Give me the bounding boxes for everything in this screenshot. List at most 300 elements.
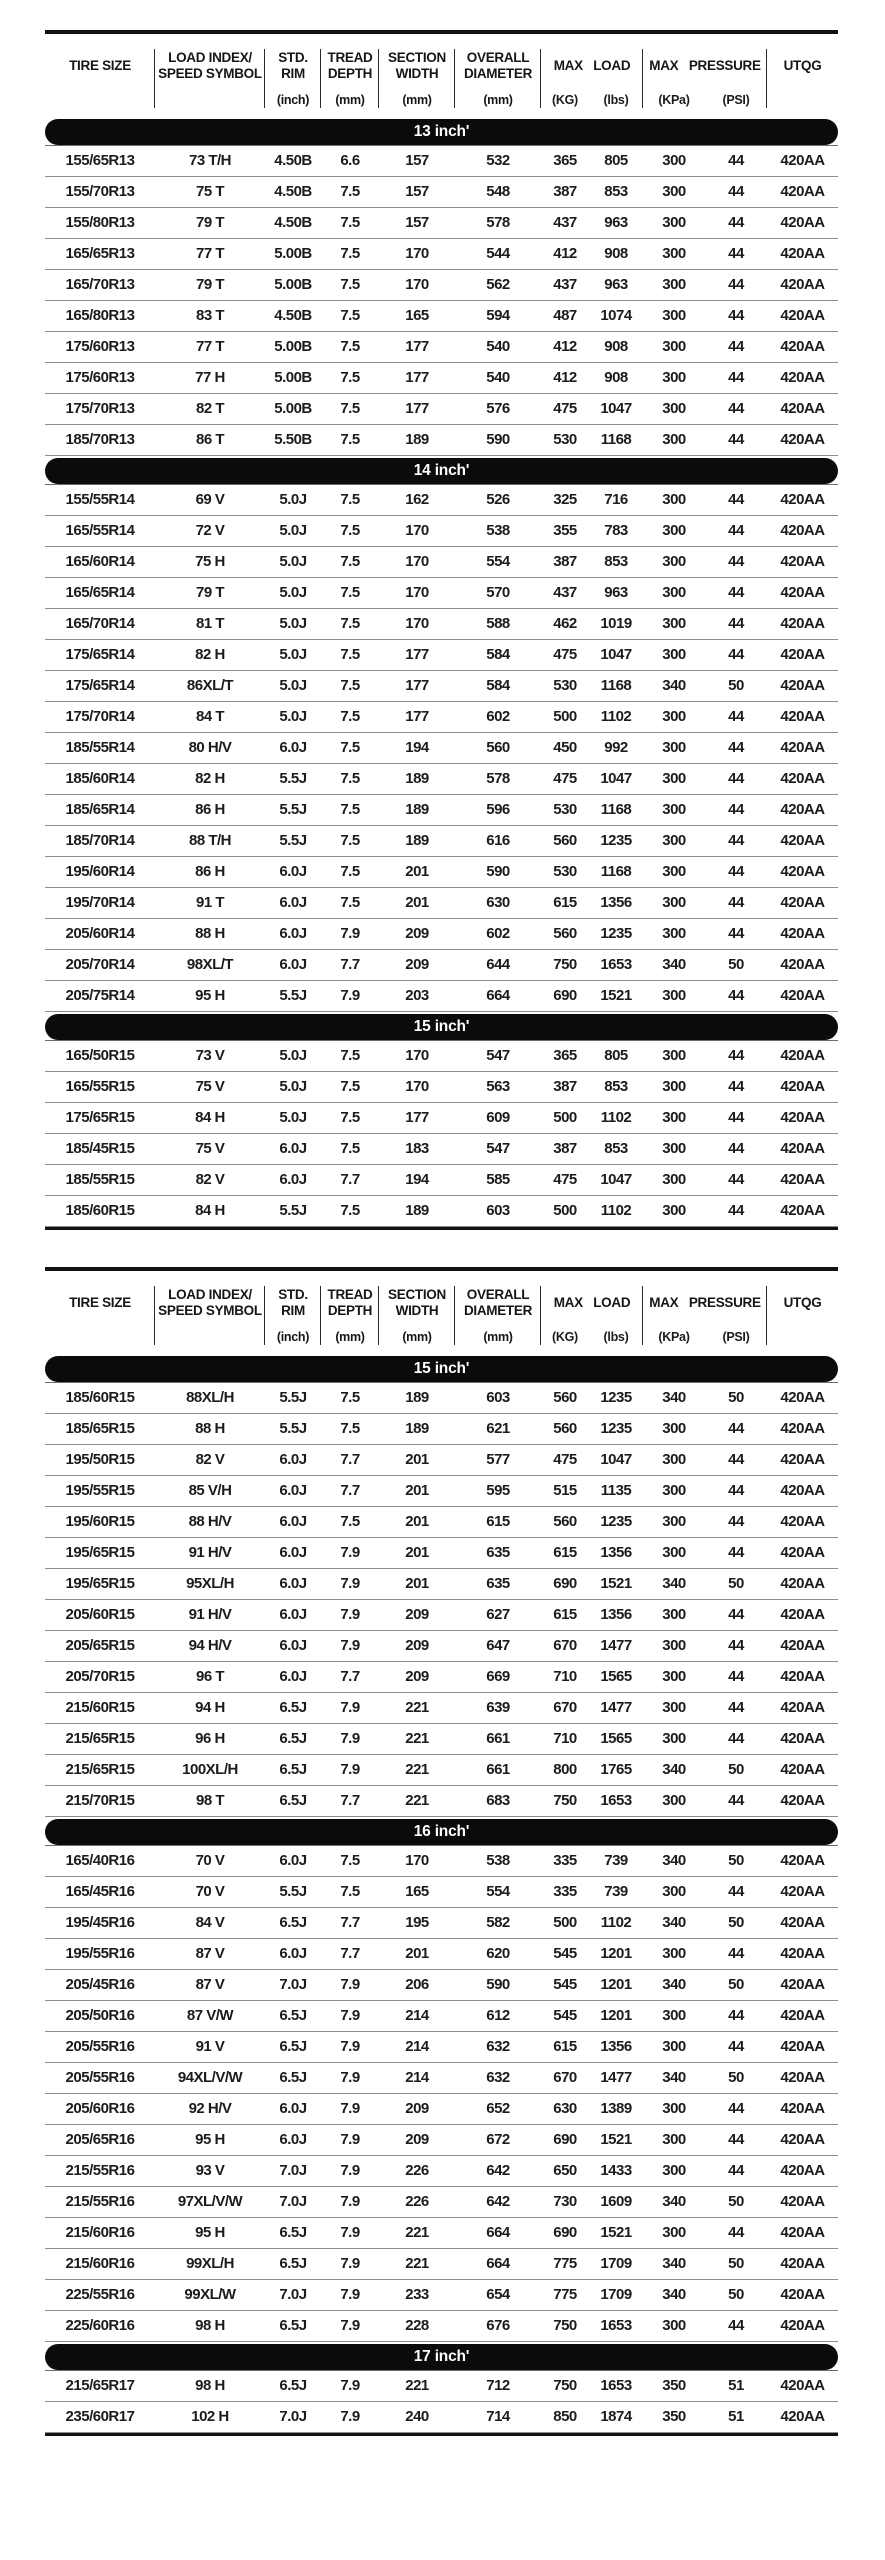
max-pressure-psi-cell: 44 [728, 276, 744, 293]
table-row [45, 2402, 838, 2433]
load-index-cell: 86XL/T [186, 677, 234, 694]
header-tire-size: TIRE SIZE [45, 1278, 155, 1351]
max-load-kg-cell: 560 [553, 1420, 577, 1437]
header-load-index: LOAD INDEX/ SPEED SYMBOL [155, 41, 265, 114]
tread-depth-cell: 7.5 [340, 832, 360, 849]
load-index-cell: 79 T [195, 276, 224, 293]
table-row [45, 1041, 838, 1072]
max-pressure-psi-cell: 44 [728, 1668, 744, 1685]
max-load-lbs-cell: 1235 [600, 832, 632, 849]
max-load-kg-cell: 475 [553, 1451, 577, 1468]
load-index-cell: 86 T [195, 431, 224, 448]
tread-depth-cell: 7.9 [340, 2224, 360, 2241]
load-index-cell: 94 H [195, 1699, 225, 1716]
std-rim-cell: 5.0J [279, 646, 307, 663]
tread-depth-cell: 7.5 [340, 276, 360, 293]
overall-diameter-cell: 576 [486, 400, 510, 417]
load-index-cell: 100XL/H [182, 1761, 238, 1778]
table-row [45, 888, 838, 919]
table-row [45, 981, 838, 1012]
max-load-kg-cell: 775 [553, 2255, 577, 2272]
utqg-cell: 420AA [780, 1792, 825, 1809]
load-index-cell: 102 H [191, 2408, 229, 2425]
load-index-cell: 91 H/V [188, 1606, 232, 1623]
max-pressure-psi-cell: 44 [728, 2317, 744, 2334]
header-utqg: UTQG [783, 1295, 822, 1311]
max-load-kg-cell: 615 [553, 894, 577, 911]
tread-depth-cell: 7.5 [340, 214, 360, 231]
utqg-cell: 420AA [780, 677, 825, 694]
max-load-kg-cell: 500 [553, 708, 577, 725]
utqg-cell: 420AA [780, 1482, 825, 1499]
overall-diameter-cell: 669 [486, 1668, 510, 1685]
tread-depth-cell: 7.7 [340, 1482, 360, 1499]
table-row [45, 1877, 838, 1908]
max-pressure-psi-cell: 44 [728, 183, 744, 200]
max-load-lbs-cell: 1201 [600, 1945, 632, 1962]
tread-depth-cell: 7.5 [340, 491, 360, 508]
rim-size-section [45, 2344, 838, 2433]
overall-diameter-cell: 596 [486, 801, 510, 818]
load-index-cell: 88 H/V [188, 1513, 232, 1530]
tire-size-cell: 165/60R14 [65, 553, 135, 570]
std-rim-cell: 5.0J [279, 677, 307, 694]
max-load-kg-cell: 730 [553, 2193, 577, 2210]
tire-size-cell: 165/80R13 [65, 307, 135, 324]
overall-diameter-cell: 672 [486, 2131, 510, 2148]
tire-size-cell: 225/55R16 [65, 2286, 135, 2303]
tire-size-cell: 205/45R16 [65, 1976, 135, 1993]
utqg-cell: 420AA [780, 1852, 825, 1869]
section-width-cell: 177 [405, 338, 429, 355]
load-index-cell: 98 T [195, 1792, 224, 1809]
utqg-cell: 420AA [780, 1668, 825, 1685]
max-pressure-psi-cell: 44 [728, 925, 744, 942]
max-pressure-kpa-cell: 300 [662, 863, 686, 880]
section-width-cell: 226 [405, 2162, 429, 2179]
std-rim-cell: 6.5J [279, 1699, 307, 1716]
table-row [45, 270, 838, 301]
load-index-cell: 75 T [195, 183, 224, 200]
max-load-lbs-cell: 1102 [600, 1109, 632, 1126]
table-row [45, 733, 838, 764]
overall-diameter-cell: 664 [486, 2224, 510, 2241]
utqg-cell: 420AA [780, 1699, 825, 1716]
header-tire-size: TIRE SIZE [45, 41, 155, 114]
max-pressure-psi-cell: 44 [728, 2162, 744, 2179]
max-load-lbs-cell: 908 [604, 369, 628, 386]
header-max-pressure: MAX PRESSURE (KPa) (PSI) [643, 1278, 767, 1351]
max-load-kg-cell: 412 [553, 369, 577, 386]
table-row [45, 394, 838, 425]
max-pressure-kpa-cell: 300 [662, 1883, 686, 1900]
std-rim-cell: 5.0J [279, 1078, 307, 1095]
table-row [45, 1414, 838, 1445]
overall-diameter-cell: 540 [486, 369, 510, 386]
tread-depth-cell: 7.5 [340, 431, 360, 448]
tread-depth-cell: 7.9 [340, 987, 360, 1004]
max-pressure-psi-cell: 44 [728, 1140, 744, 1157]
section-width-cell: 228 [405, 2317, 429, 2334]
max-load-lbs-cell: 1047 [600, 1451, 632, 1468]
table-row [45, 578, 838, 609]
std-rim-cell: 5.5J [279, 987, 307, 1004]
std-rim-cell: 5.0J [279, 553, 307, 570]
utqg-cell: 420AA [780, 770, 825, 787]
max-load-lbs-cell: 1102 [600, 1202, 632, 1219]
max-pressure-kpa-cell: 300 [662, 925, 686, 942]
section-width-cell: 165 [405, 307, 429, 324]
std-rim-cell: 6.5J [279, 2224, 307, 2241]
tire-size-cell: 175/65R14 [65, 677, 135, 694]
max-pressure-kpa-cell: 300 [662, 522, 686, 539]
std-rim-cell: 7.0J [279, 2408, 307, 2425]
load-index-cell: 98 H [195, 2317, 225, 2334]
max-load-kg-cell: 545 [553, 1976, 577, 1993]
tread-depth-cell: 7.5 [340, 1883, 360, 1900]
std-rim-cell: 6.0J [279, 1171, 307, 1188]
max-pressure-psi-cell: 44 [728, 615, 744, 632]
max-load-kg-cell: 450 [553, 739, 577, 756]
table-row [45, 826, 838, 857]
table-bottom-rule [45, 2433, 838, 2436]
section-banner [45, 119, 838, 145]
section-width-cell: 214 [405, 2038, 429, 2055]
max-load-kg-cell: 750 [553, 1792, 577, 1809]
overall-diameter-cell: 562 [486, 276, 510, 293]
tire-size-cell: 215/65R17 [65, 2377, 135, 2394]
tread-depth-cell: 7.5 [340, 677, 360, 694]
table-row [45, 671, 838, 702]
utqg-cell: 420AA [780, 1761, 825, 1778]
max-pressure-psi-cell: 50 [728, 1976, 744, 1993]
load-index-cell: 91 H/V [188, 1544, 232, 1561]
overall-diameter-cell: 594 [486, 307, 510, 324]
max-pressure-kpa-cell: 340 [662, 2069, 686, 2086]
std-rim-cell: 6.5J [279, 2069, 307, 2086]
std-rim-cell: 6.5J [279, 2317, 307, 2334]
section-width-cell: 177 [405, 369, 429, 386]
tire-spec-table-1 [45, 30, 838, 1230]
overall-diameter-cell: 595 [486, 1482, 510, 1499]
max-pressure-kpa-cell: 340 [662, 1976, 686, 1993]
header-load-index: LOAD INDEX/ SPEED SYMBOL [155, 1278, 265, 1351]
tread-depth-cell: 7.7 [340, 956, 360, 973]
overall-diameter-cell: 547 [486, 1140, 510, 1157]
section-width-cell: 221 [405, 1730, 429, 1747]
table-row [45, 950, 838, 981]
overall-diameter-cell: 603 [486, 1389, 510, 1406]
utqg-cell: 420AA [780, 956, 825, 973]
max-pressure-psi-cell: 44 [728, 400, 744, 417]
tire-size-cell: 175/65R15 [65, 1109, 135, 1126]
max-load-lbs-cell: 1356 [600, 1606, 632, 1623]
overall-diameter-cell: 642 [486, 2193, 510, 2210]
tread-depth-cell: 7.9 [340, 2131, 360, 2148]
max-pressure-kpa-cell: 300 [662, 801, 686, 818]
utqg-cell: 420AA [780, 307, 825, 324]
max-pressure-kpa-cell: 340 [662, 2255, 686, 2272]
tire-size-cell: 175/65R14 [65, 646, 135, 663]
load-index-cell: 98XL/T [186, 956, 234, 973]
max-pressure-psi-cell: 50 [728, 1914, 744, 1931]
utqg-cell: 420AA [780, 1883, 825, 1900]
section-width-cell: 170 [405, 1047, 429, 1064]
load-index-cell: 92 H/V [188, 2100, 232, 2117]
section-title: 13 inch' [413, 123, 470, 140]
overall-diameter-cell: 548 [486, 183, 510, 200]
std-rim-cell: 6.5J [279, 2007, 307, 2024]
max-load-lbs-cell: 853 [604, 1078, 628, 1095]
max-load-lbs-cell: 963 [604, 584, 628, 601]
utqg-cell: 420AA [780, 1109, 825, 1126]
section-width-cell: 170 [405, 276, 429, 293]
table-row [45, 1724, 838, 1755]
max-load-kg-cell: 710 [553, 1730, 577, 1747]
utqg-cell: 420AA [780, 491, 825, 508]
section-width-cell: 209 [405, 925, 429, 942]
max-pressure-psi-cell: 50 [728, 956, 744, 973]
tire-size-cell: 205/55R16 [65, 2038, 135, 2055]
max-pressure-kpa-cell: 300 [662, 1140, 686, 1157]
load-index-cell: 82 H [195, 770, 225, 787]
max-pressure-psi-cell: 44 [728, 1883, 744, 1900]
max-pressure-psi-cell: 50 [728, 2286, 744, 2303]
max-pressure-kpa-cell: 340 [662, 677, 686, 694]
overall-diameter-cell: 676 [486, 2317, 510, 2334]
utqg-cell: 420AA [780, 553, 825, 570]
rim-size-section [45, 1819, 838, 2342]
max-pressure-kpa-cell: 300 [662, 2038, 686, 2055]
overall-diameter-cell: 582 [486, 1914, 510, 1931]
max-load-kg-cell: 545 [553, 1945, 577, 1962]
max-pressure-psi-cell: 44 [728, 1047, 744, 1064]
max-load-kg-cell: 365 [553, 1047, 577, 1064]
tire-size-cell: 195/45R16 [65, 1914, 135, 1931]
max-load-lbs-cell: 1201 [600, 1976, 632, 1993]
overall-diameter-cell: 602 [486, 708, 510, 725]
table-row [45, 2249, 838, 2280]
overall-diameter-cell: 585 [486, 1171, 510, 1188]
max-pressure-kpa-cell: 300 [662, 1171, 686, 1188]
max-pressure-kpa-cell: 300 [662, 1637, 686, 1654]
overall-diameter-cell: 661 [486, 1730, 510, 1747]
tread-depth-cell: 7.5 [340, 708, 360, 725]
overall-diameter-cell: 632 [486, 2038, 510, 2055]
std-rim-cell: 6.0J [279, 1140, 307, 1157]
max-load-kg-cell: 335 [553, 1852, 577, 1869]
header-max-load: MAX LOAD (KG) (lbs) [541, 41, 643, 114]
section-width-cell: 170 [405, 553, 429, 570]
overall-diameter-cell: 612 [486, 2007, 510, 2024]
tire-size-cell: 185/55R15 [65, 1171, 135, 1188]
section-width-cell: 170 [405, 1852, 429, 1869]
section-title: 16 inch' [413, 1823, 470, 1840]
overall-diameter-cell: 584 [486, 677, 510, 694]
tread-depth-cell: 7.5 [340, 338, 360, 355]
max-pressure-kpa-cell: 300 [662, 1668, 686, 1685]
table-row [45, 332, 838, 363]
load-index-cell: 87 V/W [186, 2007, 234, 2024]
max-pressure-psi-cell: 44 [728, 584, 744, 601]
tire-size-cell: 175/70R13 [65, 400, 135, 417]
table-row [45, 1631, 838, 1662]
table-row [45, 2094, 838, 2125]
tread-depth-cell: 7.5 [340, 1140, 360, 1157]
header-tread-depth: TREAD DEPTH (mm) [321, 41, 379, 114]
overall-diameter-cell: 664 [486, 2255, 510, 2272]
std-rim-cell: 6.0J [279, 956, 307, 973]
std-rim-cell: 6.5J [279, 2377, 307, 2394]
max-pressure-psi-cell: 44 [728, 1078, 744, 1095]
tire-size-cell: 185/55R14 [65, 739, 135, 756]
section-width-cell: 201 [405, 1575, 429, 1592]
section-width-cell: 221 [405, 2255, 429, 2272]
utqg-cell: 420AA [780, 1606, 825, 1623]
max-load-lbs-cell: 1653 [600, 1792, 632, 1809]
std-rim-cell: 4.50B [274, 214, 312, 231]
tire-size-cell: 205/70R14 [65, 956, 135, 973]
max-load-kg-cell: 560 [553, 925, 577, 942]
max-load-lbs-cell: 805 [604, 152, 628, 169]
std-rim-cell: 5.5J [279, 1420, 307, 1437]
tire-size-cell: 205/60R15 [65, 1606, 135, 1623]
section-rows [45, 2370, 838, 2433]
section-width-cell: 195 [405, 1914, 429, 1931]
overall-diameter-cell: 712 [486, 2377, 510, 2394]
max-load-lbs-cell: 963 [604, 276, 628, 293]
tread-depth-cell: 7.9 [340, 2193, 360, 2210]
utqg-cell: 420AA [780, 2100, 825, 2117]
max-pressure-kpa-cell: 300 [662, 152, 686, 169]
std-rim-cell: 6.5J [279, 1914, 307, 1931]
tire-size-cell: 165/55R14 [65, 522, 135, 539]
load-index-cell: 91 V [195, 2038, 225, 2055]
max-pressure-kpa-cell: 300 [662, 369, 686, 386]
std-rim-cell: 6.0J [279, 2100, 307, 2117]
tire-size-cell: 215/55R16 [65, 2162, 135, 2179]
load-index-cell: 80 H/V [188, 739, 232, 756]
max-load-lbs-cell: 1477 [600, 2069, 632, 2086]
tread-depth-cell: 7.5 [340, 369, 360, 386]
max-load-kg-cell: 630 [553, 2100, 577, 2117]
section-width-cell: 209 [405, 2100, 429, 2117]
utqg-cell: 420AA [780, 183, 825, 200]
section-width-cell: 206 [405, 1976, 429, 1993]
table-row [45, 2311, 838, 2342]
std-rim-cell: 6.5J [279, 2255, 307, 2272]
max-pressure-kpa-cell: 350 [662, 2377, 686, 2394]
max-pressure-psi-cell: 44 [728, 245, 744, 262]
section-width-cell: 189 [405, 1202, 429, 1219]
max-load-kg-cell: 412 [553, 338, 577, 355]
table-row [45, 2187, 838, 2218]
max-pressure-psi-cell: 44 [728, 491, 744, 508]
table-row [45, 1786, 838, 1817]
max-load-kg-cell: 690 [553, 2224, 577, 2241]
table-row [45, 2063, 838, 2094]
max-load-lbs-cell: 963 [604, 214, 628, 231]
max-pressure-kpa-cell: 300 [662, 894, 686, 911]
rim-size-section [45, 119, 838, 456]
max-load-lbs-cell: 739 [604, 1883, 628, 1900]
utqg-cell: 420AA [780, 2193, 825, 2210]
max-pressure-psi-cell: 44 [728, 214, 744, 231]
std-rim-cell: 5.0J [279, 708, 307, 725]
std-rim-cell: 7.0J [279, 2162, 307, 2179]
section-width-cell: 201 [405, 1544, 429, 1561]
max-load-kg-cell: 437 [553, 214, 577, 231]
max-load-kg-cell: 750 [553, 2377, 577, 2394]
std-rim-cell: 5.0J [279, 1047, 307, 1064]
load-index-cell: 94 H/V [188, 1637, 232, 1654]
max-load-lbs-cell: 1168 [600, 863, 632, 880]
utqg-cell: 420AA [780, 1976, 825, 1993]
table-row [45, 2156, 838, 2187]
std-rim-cell: 5.5J [279, 1883, 307, 1900]
max-load-lbs-cell: 1074 [600, 307, 632, 324]
load-index-cell: 85 V/H [188, 1482, 232, 1499]
overall-diameter-cell: 615 [486, 1513, 510, 1530]
tire-size-cell: 185/60R15 [65, 1202, 135, 1219]
table-row [45, 1939, 838, 1970]
load-index-cell: 96 H [195, 1730, 225, 1747]
max-load-kg-cell: 670 [553, 1699, 577, 1716]
max-load-lbs-cell: 1168 [600, 677, 632, 694]
max-pressure-kpa-cell: 300 [662, 770, 686, 787]
table-row [45, 702, 838, 733]
overall-diameter-cell: 532 [486, 152, 510, 169]
tread-depth-cell: 7.5 [340, 801, 360, 818]
tire-size-cell: 195/65R15 [65, 1544, 135, 1561]
max-load-lbs-cell: 805 [604, 1047, 628, 1064]
max-pressure-kpa-cell: 300 [662, 245, 686, 262]
section-width-cell: 170 [405, 522, 429, 539]
tread-depth-cell: 7.5 [340, 245, 360, 262]
std-rim-cell: 5.5J [279, 801, 307, 818]
max-pressure-psi-cell: 44 [728, 553, 744, 570]
tire-size-cell: 155/70R13 [65, 183, 135, 200]
max-load-lbs-cell: 716 [604, 491, 628, 508]
utqg-cell: 420AA [780, 431, 825, 448]
tread-depth-cell: 7.5 [340, 646, 360, 663]
max-load-kg-cell: 387 [553, 1140, 577, 1157]
tire-size-cell: 215/60R15 [65, 1699, 135, 1716]
header-section-width: SECTION WIDTH (mm) [379, 41, 455, 114]
section-rows [45, 1845, 838, 2342]
table-row [45, 1445, 838, 1476]
utqg-cell: 420AA [780, 615, 825, 632]
tire-spec-table-2 [45, 1267, 838, 2436]
tread-depth-cell: 7.9 [340, 1637, 360, 1654]
tread-depth-cell: 7.5 [340, 1852, 360, 1869]
max-pressure-kpa-cell: 300 [662, 214, 686, 231]
max-pressure-kpa-cell: 300 [662, 1202, 686, 1219]
tread-depth-cell: 7.9 [340, 925, 360, 942]
max-pressure-psi-cell: 44 [728, 832, 744, 849]
overall-diameter-cell: 647 [486, 1637, 510, 1654]
max-pressure-psi-cell: 44 [728, 863, 744, 880]
max-pressure-kpa-cell: 300 [662, 987, 686, 1004]
tire-size-cell: 185/70R14 [65, 832, 135, 849]
header-max-pressure-kpa: (KPa) [658, 93, 690, 107]
overall-diameter-cell: 547 [486, 1047, 510, 1064]
header-max-load-kg: (KG) [552, 93, 578, 107]
table-header [45, 1271, 838, 1354]
tire-size-cell: 185/65R14 [65, 801, 135, 818]
overall-diameter-cell: 563 [486, 1078, 510, 1095]
overall-diameter-cell: 652 [486, 2100, 510, 2117]
